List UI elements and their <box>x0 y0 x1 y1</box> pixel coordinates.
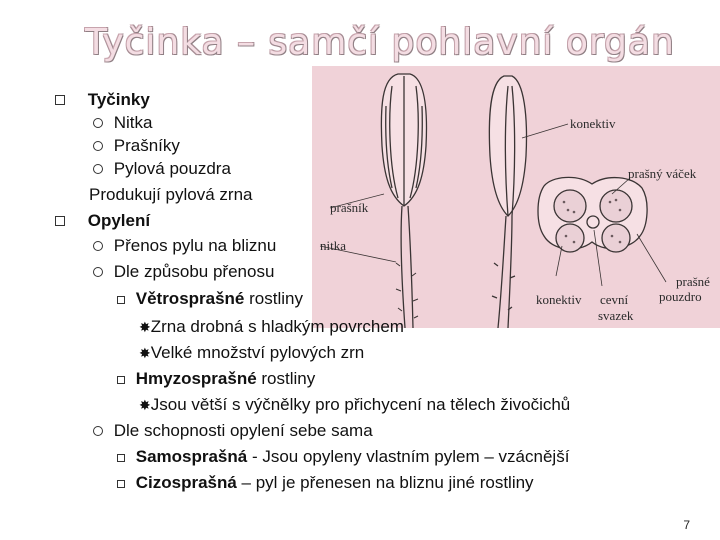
detail-velke-mnozstvi: ✸Velké množství pylových zrn <box>139 343 365 362</box>
sub-sub-bullet-samosprasna: Samosprašná - Jsou opyleny vlastním pylem – vzácnější <box>117 446 569 468</box>
sub-sub-bullet-vetrosprasne: Větrosprašné rostliny <box>117 288 303 310</box>
detail-vyznelky: ✸Jsou větší s výčnělky pro přichycení na tělech živočichů <box>139 395 571 414</box>
label-prasnik: prašník <box>330 200 369 215</box>
page-number: 7 <box>683 518 690 532</box>
sub-bullet-nitka: Nitka <box>93 112 152 134</box>
sub-bullet-zpusob: Dle způsobu přenosu <box>93 261 274 283</box>
bullet-opyleni: Opylení <box>55 210 150 232</box>
label-pouzdro-2: pouzdro <box>659 289 702 304</box>
label-konektiv-bottom: konektiv <box>536 292 582 307</box>
ring-bullet-icon <box>93 118 103 128</box>
slide-title: Tyčinka – samčí pohlavní orgán <box>85 22 675 63</box>
ring-bullet-icon <box>93 267 103 277</box>
label-prasne-1: prašné <box>676 274 710 289</box>
sub-bullet-prenos: Přenos pylu na bliznu <box>93 235 276 257</box>
small-square-bullet-icon <box>117 296 125 304</box>
label-svazek: svazek <box>598 308 634 323</box>
sub-sub-bullet-cizosprasna: Cizosprašná – pyl je přenesen na bliznu jiné rostliny <box>117 472 534 494</box>
label-nitka: nitka <box>320 238 346 253</box>
label-konektiv-top: konektiv <box>570 116 616 131</box>
ring-bullet-icon <box>93 241 103 251</box>
bullet-tycinky: Tyčinky <box>55 89 150 111</box>
label-cevni: cevní <box>600 292 629 307</box>
label-prasny-vacek: prašný váček <box>628 166 697 181</box>
asterisk-bullet-icon: ✸ <box>139 397 151 413</box>
small-square-bullet-icon <box>117 454 125 462</box>
sub-bullet-schopnost: Dle schopnosti opylení sebe sama <box>93 420 373 442</box>
sub-sub-bullet-hmyzosprasne: Hmyzosprašné rostliny <box>117 368 315 390</box>
bullet-continuation: Produkují pylová zrna <box>89 185 253 204</box>
square-bullet-icon <box>55 216 65 226</box>
asterisk-bullet-icon: ✸ <box>139 345 151 361</box>
ring-bullet-icon <box>93 164 103 174</box>
square-bullet-icon <box>55 95 65 105</box>
detail-zrna-drobna: ✸Zrna drobná s hladkým povrchem <box>139 317 404 336</box>
ring-bullet-icon <box>93 141 103 151</box>
small-square-bullet-icon <box>117 480 125 488</box>
stamen-illustration <box>312 66 720 328</box>
asterisk-bullet-icon: ✸ <box>139 319 151 335</box>
sub-bullet-prasniky: Prašníky <box>93 135 180 157</box>
sub-bullet-pylova-pouzdra: Pylová pouzdra <box>93 158 231 180</box>
ring-bullet-icon <box>93 426 103 436</box>
small-square-bullet-icon <box>117 376 125 384</box>
